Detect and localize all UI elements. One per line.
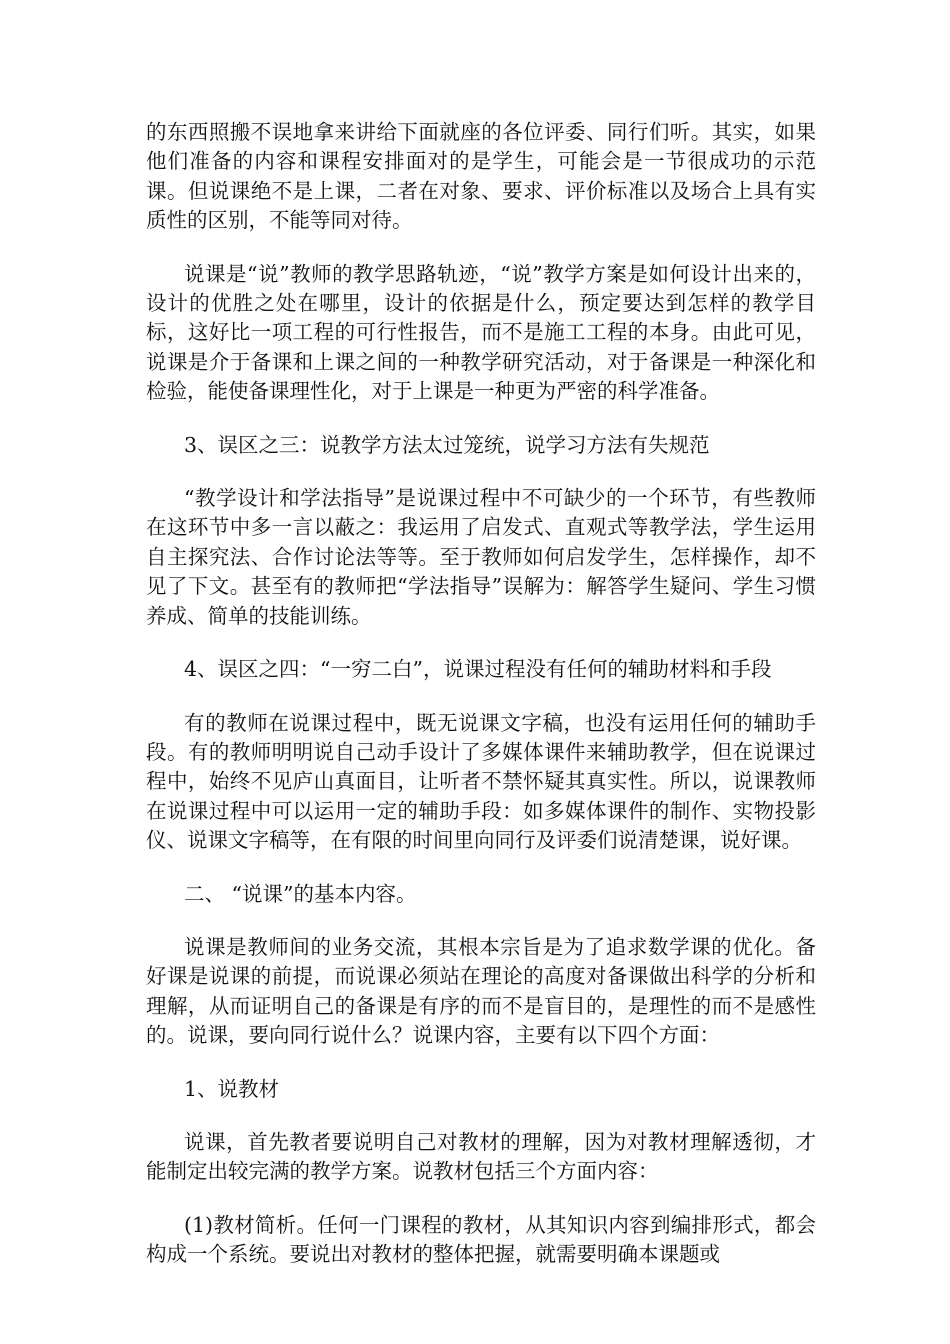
heading-basic-content: 二、 “说课”的基本内容。 bbox=[184, 881, 417, 906]
paragraph-misconception-3: “教学设计和学法指导”是说课过程中不可缺少的一个环节，有些教师在这环节中多一言以蔽之：我运用了启发式、直观式等教学法，学生运用自主探究法、合作讨论法等等。至于教师如何启发学生，怎样操作，却不见了下文。甚至有的教师把“学法指导”误解为：解答学生疑问、学生习惯养成、简单的技能训练。 bbox=[146, 486, 816, 628]
heading-textbook: 1、说教材 bbox=[184, 1076, 280, 1101]
paragraph-textbook: 说课，首先教者要说明自己对教材的理解，因为对教材理解透彻，才能制定出较完满的教学方案。说教材包括三个方面内容： bbox=[146, 1129, 816, 1184]
paragraph-misconception-4: 有的教师在说课过程中，既无说课文字稿，也没有运用任何的辅助手段。有的教师明明说自己动手设计了多媒体课件来辅助教学，但在说课过程中，始终不见庐山真面目，让听者不禁怀疑其真实性。所以，说课教师在说课过程中可以运用一定的辅助手段：如多媒体课件的制作、实物投影仪、说课文字稿等，在有限的时间里向同行及评委们说清楚课，说好课。 bbox=[146, 710, 816, 853]
document-page bbox=[146, 118, 816, 1294]
paragraph-continuation: 的东西照搬不误地拿来讲给下面就座的各位评委、同行们听。其实，如果他们准备的内容和课程安排面对的是学生，可能会是一节很成功的示范课。但说课绝不是上课，二者在对象、要求、评价标准以及场合上具有实质性的区别，不能等同对待。 bbox=[146, 120, 816, 233]
heading-misconception-3: 3、误区之三：说教学方法太过笼统，说学习方法有失规范 bbox=[184, 432, 710, 457]
paragraph-textbook-analysis: (1)教材简析。任何一门课程的教材，从其知识内容到编排形式，都会构成一个系统。要说出对教材的整体把握，就需要明确本课题或 bbox=[146, 1212, 816, 1267]
paragraph-basic-content: 说课是教师间的业务交流，其根本宗旨是为了追求数学课的优化。备好课是说课的前提，而说课必须站在理论的高度对备课做出科学的分析和理解，从而证明自己的备课是有序的而不是盲目的，是理性的而不是感性的。说课，要向同行说什么？说课内容，主要有以下四个方面： bbox=[146, 934, 816, 1048]
heading-misconception-4: 4、误区之四：“一穷二白”，说课过程没有任何的辅助材料和手段 bbox=[184, 657, 772, 682]
paragraph-definition: 说课是“说”教师的教学思路轨迹，“说”教学方案是如何设计出来的，设计的优胜之处在哪里，设计的依据是什么，预定要达到怎样的教学目标，这好比一项工程的可行性报告，而不是施工工程的本身。由此可见，说课是介于备课和上课之间的一种教学研究活动，对于备课是一种深化和检验，能使备课理性化，对于上课是一种更为严密的科学准备。 bbox=[146, 261, 816, 404]
